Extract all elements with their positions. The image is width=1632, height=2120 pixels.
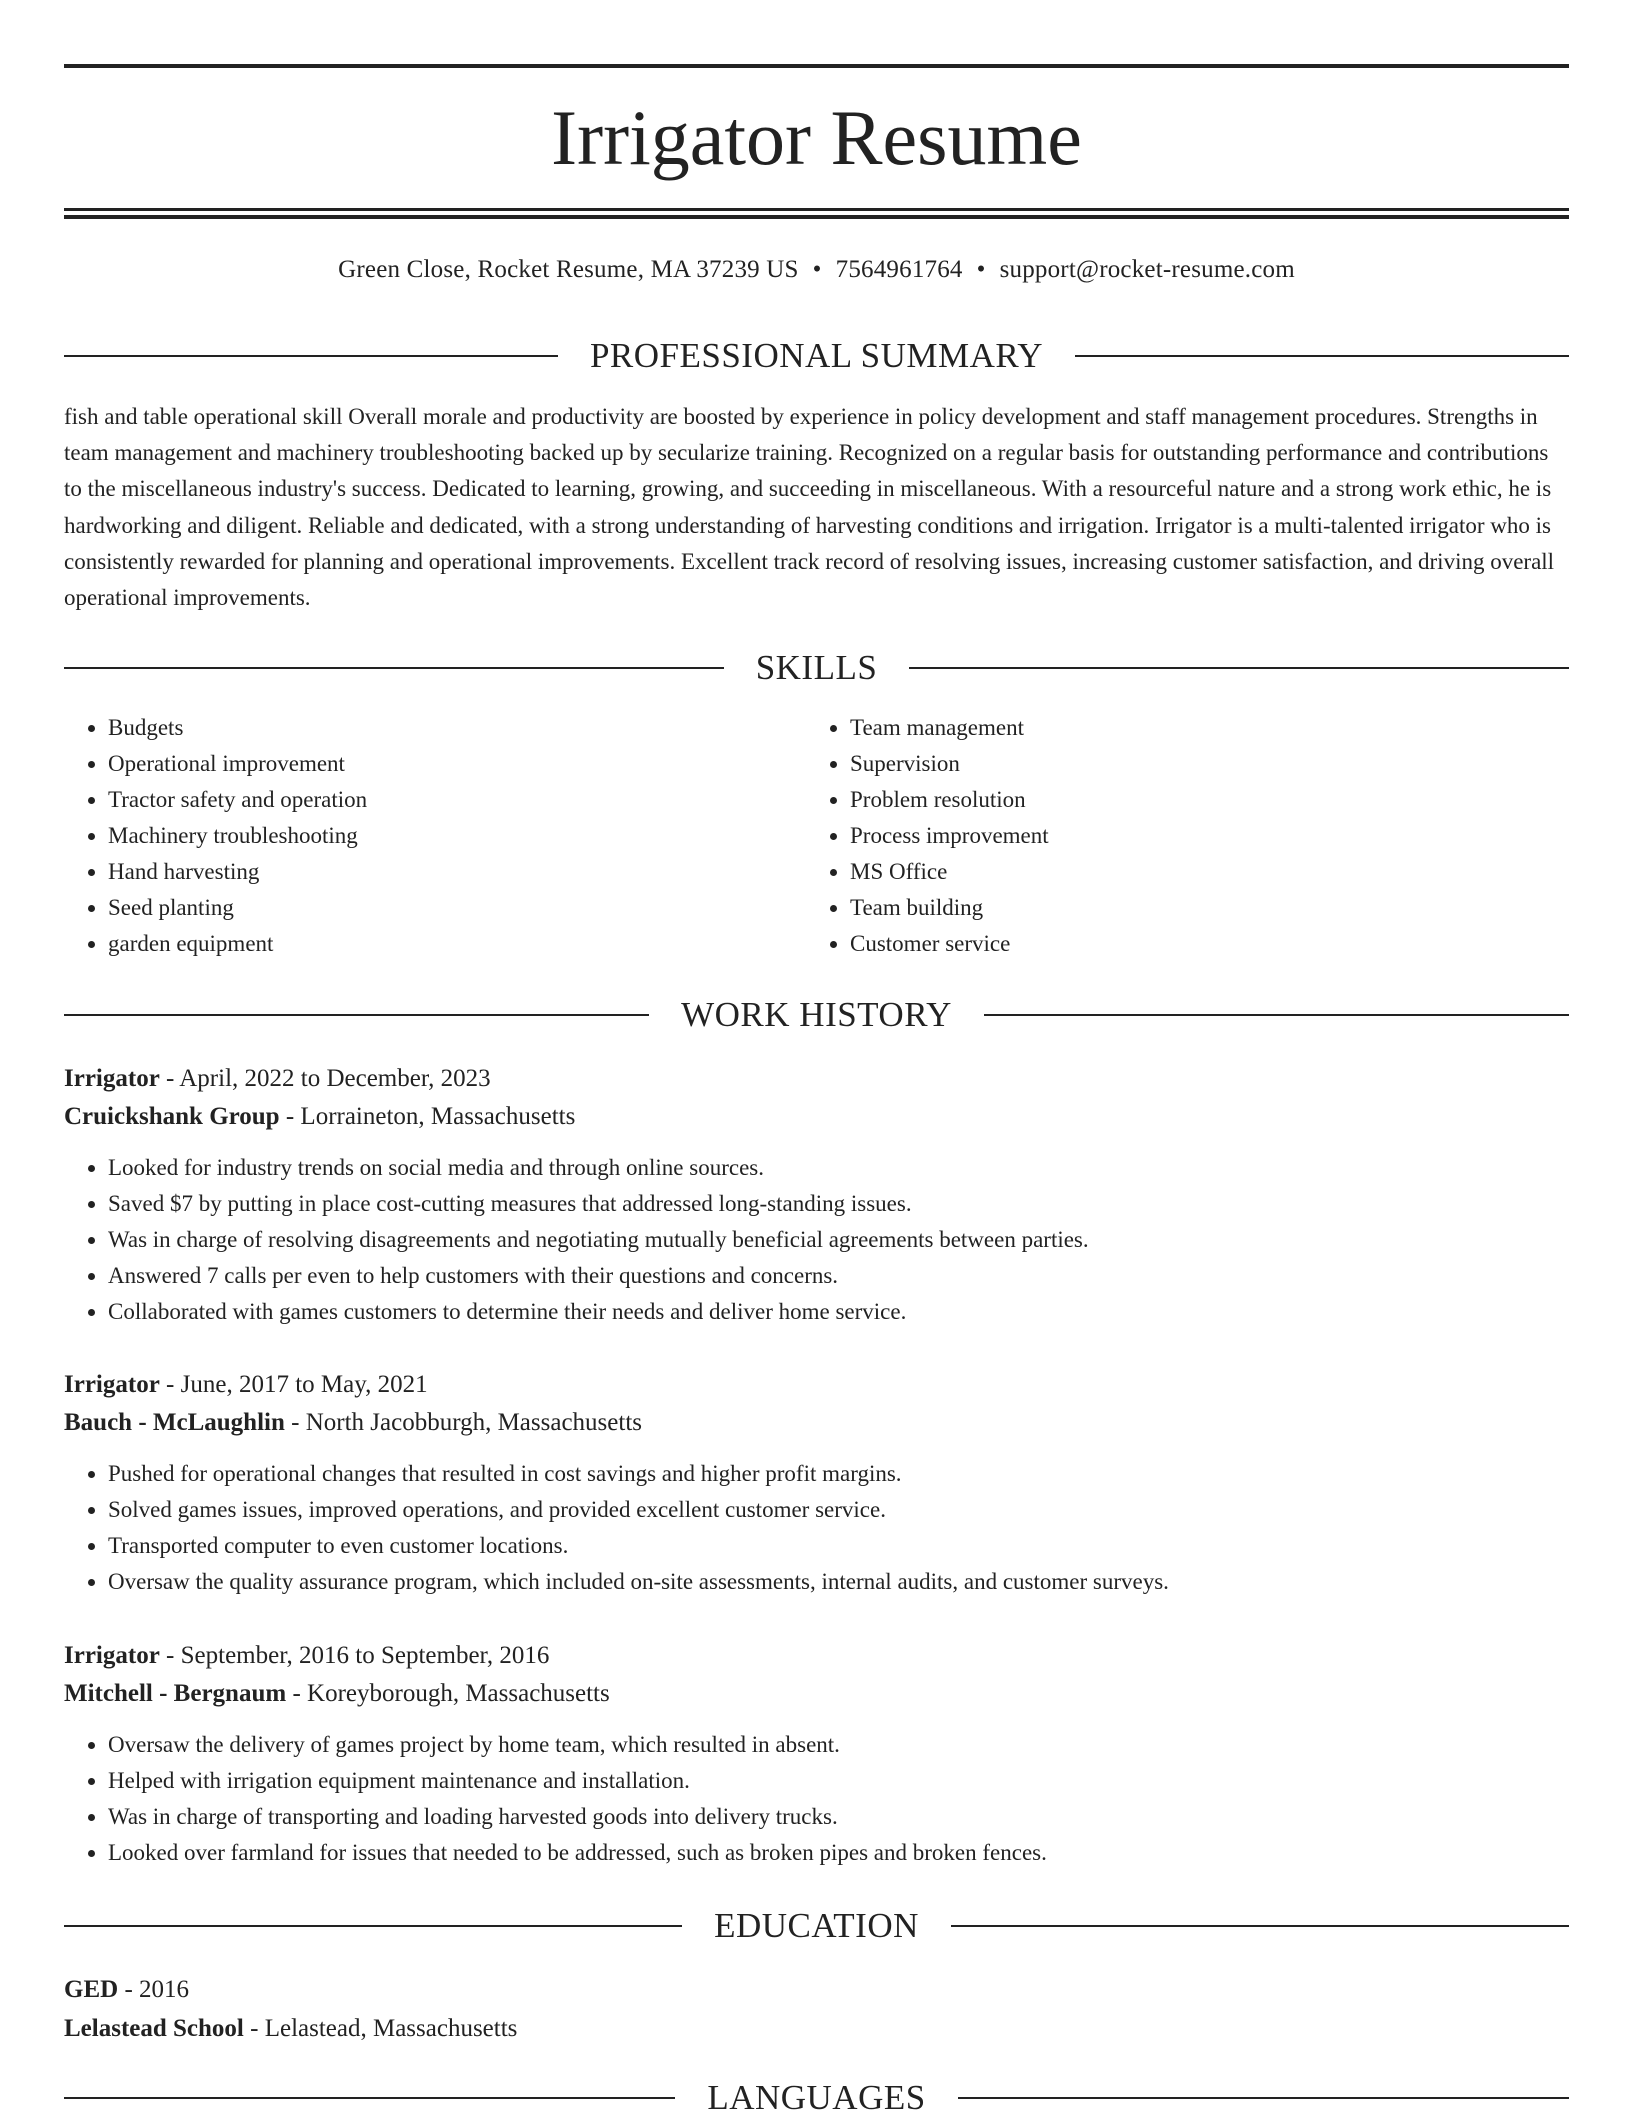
education-year: - 2016	[118, 1976, 190, 2003]
skill-item: • Seed planting	[108, 890, 806, 926]
job-bullet: • Was in charge of resolving disagreements and negotiating mutually beneficial agreements between parties.	[108, 1222, 1569, 1258]
divider-line	[64, 355, 558, 357]
skill-item: • MS Office	[850, 854, 1550, 890]
education-school: Lelastead School	[64, 2015, 244, 2042]
education-location: - Lelastead, Massachusetts	[243, 2015, 518, 2042]
education-entry	[64, 1970, 1569, 2048]
skills-column-right	[806, 710, 1550, 962]
job-company: Cruickshank Group	[64, 1103, 280, 1130]
section-title-skills: SKILLS	[755, 648, 878, 687]
skill-item: • Machinery troubleshooting	[108, 818, 806, 854]
job-bullet: • Oversaw the quality assurance program, which included on-site assessments, internal audits, and customer surveys.	[108, 1564, 1569, 1600]
job-company: Bauch - McLaughlin	[64, 1409, 285, 1436]
job-entry	[64, 1637, 1569, 1871]
divider-line	[64, 1014, 649, 1016]
job-entry	[64, 1366, 1569, 1600]
job-location: - North Jacobburgh, Massachusetts	[284, 1409, 642, 1436]
divider-line	[984, 1014, 1569, 1016]
contact-line	[64, 252, 1569, 288]
job-company: Mitchell - Bergnaum	[64, 1680, 287, 1707]
title-double-rule	[64, 208, 1569, 219]
skill-item: • garden equipment	[108, 926, 806, 962]
job-bullet: • Saved $7 by putting in place cost-cutting measures that addressed long-standing issues.	[108, 1186, 1569, 1222]
languages-section-header	[64, 2076, 1569, 2120]
skill-item: • Tractor safety and operation	[108, 782, 806, 818]
contact-phone: 7564961764	[835, 256, 963, 283]
divider-line	[951, 1925, 1569, 1927]
skill-item: • Team management	[850, 710, 1550, 746]
job-entry	[64, 1060, 1569, 1330]
section-title-languages: LANGUAGES	[707, 2078, 926, 2117]
work-section-header	[64, 993, 1569, 1037]
job-bullet: • Looked over farmland for issues that needed to be addressed, such as broken pipes and broken fences.	[108, 1835, 1569, 1871]
skill-item: • Problem resolution	[850, 782, 1550, 818]
job-bullet: • Oversaw the delivery of games project by home team, which resulted in absent.	[108, 1727, 1569, 1763]
section-title-work: WORK HISTORY	[681, 995, 952, 1034]
contact-separator: •	[976, 256, 986, 283]
job-bullets	[64, 1727, 1569, 1871]
contact-email: support@rocket-resume.com	[999, 256, 1295, 283]
job-dates: - April, 2022 to December, 2023	[159, 1065, 491, 1092]
skills-column-left	[64, 710, 806, 962]
job-location: - Lorraineton, Massachusetts	[279, 1103, 576, 1130]
job-bullet: • Looked for industry trends on social media and through online sources.	[108, 1150, 1569, 1186]
job-bullets	[64, 1150, 1569, 1330]
top-rule	[64, 64, 1569, 68]
skill-item: • Budgets	[108, 710, 806, 746]
summary-section-header	[64, 334, 1569, 378]
divider-line	[1075, 355, 1569, 357]
job-bullet: • Solved games issues, improved operations, and provided excellent customer service.	[108, 1492, 1569, 1528]
skill-item: • Customer service	[850, 926, 1550, 962]
skill-item: • Supervision	[850, 746, 1550, 782]
job-title: Irrigator	[64, 1371, 160, 1398]
skills-list	[64, 710, 1569, 962]
section-title-summary: PROFESSIONAL SUMMARY	[589, 336, 1044, 375]
job-bullet: • Pushed for operational changes that resulted in cost savings and higher profit margins.	[108, 1456, 1569, 1492]
job-bullet: • Answered 7 calls per even to help customers with their questions and concerns.	[108, 1258, 1569, 1294]
skill-item: • Hand harvesting	[108, 854, 806, 890]
divider-line	[64, 2097, 675, 2099]
skill-item: • Process improvement	[850, 818, 1550, 854]
job-location: - Koreyborough, Massachusetts	[286, 1680, 610, 1707]
job-bullet: • Helped with irrigation equipment maintenance and installation.	[108, 1763, 1569, 1799]
divider-line	[64, 667, 724, 669]
summary-text: fish and table operational skill Overall morale and productivity are boosted by experience in policy development and staff management procedures. Strengths in team management and machinery troubleshooting backed up by secularize training. Recognized on a regular basis for outstanding performance and contributions to the miscellaneous industry's success. Dedicated to learning, growing, and succeeding in miscellaneous. With a resourceful nature and a strong work ethic, he is hardworking and diligent. Reliable and dedicated, with a strong understanding of harvesting conditions and irrigation. Irrigator is a multi-talented irrigator who is consistently rewarded for planning and operational improvements. Excellent track record of resolving issues, increasing customer satisfaction, and driving overall operational improvements.	[64, 404, 1555, 611]
job-dates: - June, 2017 to May, 2021	[159, 1371, 428, 1398]
job-dates: - September, 2016 to September, 2016	[159, 1642, 550, 1669]
divider-line	[958, 2097, 1569, 2099]
contact-separator: •	[812, 256, 822, 283]
job-bullets	[64, 1456, 1569, 1600]
job-bullet: • Was in charge of transporting and loading harvested goods into delivery trucks.	[108, 1799, 1569, 1835]
section-title-education: EDUCATION	[714, 1906, 919, 1945]
job-title: Irrigator	[64, 1065, 160, 1092]
contact-address: Green Close, Rocket Resume, MA 37239 US	[338, 256, 799, 283]
education-degree: GED	[64, 1976, 119, 2003]
job-bullet: • Collaborated with games customers to determine their needs and deliver home service.	[108, 1294, 1569, 1330]
divider-line	[909, 667, 1569, 669]
job-bullet: • Transported computer to even customer locations.	[108, 1528, 1569, 1564]
job-title: Irrigator	[64, 1642, 160, 1669]
education-section-header	[64, 1904, 1569, 1948]
resume-title: Irrigator Resume	[551, 94, 1082, 181]
skill-item: • Team building	[850, 890, 1550, 926]
divider-line	[64, 1925, 682, 1927]
skills-section-header	[64, 646, 1569, 690]
skill-item: • Operational improvement	[108, 746, 806, 782]
